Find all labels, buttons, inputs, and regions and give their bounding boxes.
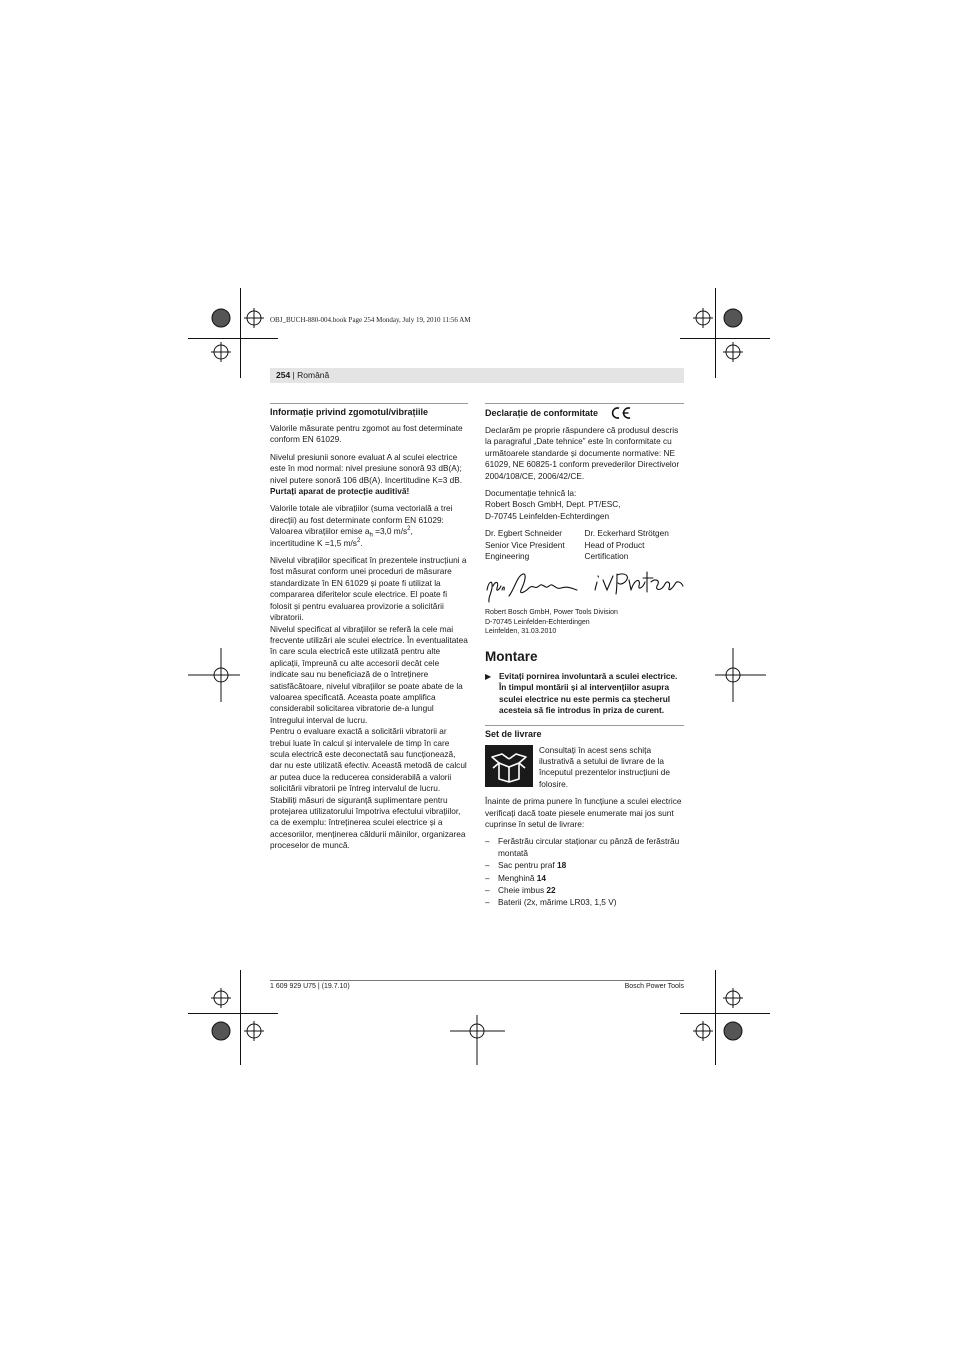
list-item: – Cheie imbus 22 [485,885,556,896]
paragraph: Nivelul vibrațiilor specificat în prezentele instrucțiuni a fost măsurat conform unei proceduri de măsurare standardizate în EN 61029 și poate fi utilizat la compararea diferitelor scule electrice. El poate fi folosit și pentru evaluarea provizorie a solicitării vibratorii. [270,555,467,623]
signatories [485,528,684,562]
declaration-text: Declarăm pe proprie răspundere că produsul descris la paragraful „Date tehnice” este în conformitate cu următoarele standarde și documente normative: NE 61029, NE 60825-1 conform prevederilor Directivelor 2004/108/CE, 2006/42/CE. [485,425,680,481]
paragraph: Înainte de prima punere în funcțiune a sculei electrice verificați dacă toate piesele enumerate mai jos sunt cuprinse în setul de livrare: [485,796,682,830]
delivery-scope-heading: Set de livrare [485,728,542,739]
print-header: OBJ_BUCH-880-004.book Page 254 Monday, July 19, 2010 11:56 AM [270,316,471,324]
hearing-protection-warning: Purtați aparat de protecție auditivă! [270,486,410,497]
list-item: – Ferăstrău circular staționar cu pânză de ferăstrău montată [485,836,680,858]
page-number: 254 [276,370,291,380]
technical-documentation: Documentație tehnică la: Robert Bosch GmbH, Dept. PT/ESC, D-70745 Leinfelden-Echterdingen [485,488,621,521]
declaration-section [485,403,684,910]
noise-vibration-section [270,403,468,852]
paragraph: Valorile măsurate pentru zgomot au fost determinate conform EN 61029. [270,423,463,445]
delivery-scope-note: Consultați în acest sens schița ilustrativă a setului de livrare de la începutul prezentelor instrucțiuni de folosire. [485,745,684,791]
paragraph: Nivelul presiunii sonore evaluat A al sculei electrice este în mod normal: nivel presiune sonoră 93 dB(A); nivel putere sonoră 106 dB(A). Incertitudine K=3 dB. [270,451,463,485]
paragraph: Valorile totale ale vibrațiilor (suma vectorială a trei direcții) au fost determinate conform EN 61029: [270,503,453,525]
signatory-strotgen: Dr. Eckerhard Strötgen Head of Product Certification [584,528,669,562]
vibration-value: Valoarea vibrațiilor emise $a_h =3,0$ $m/s^2$, incertitudine K =1,5 $m/s^2$. [270,526,413,548]
footer-brand: Bosch Power Tools [624,983,684,990]
company-info: Robert Bosch GmbH, Power Tools Division D-70745 Leinfelden-Echterdingen Leinfelden, 31.03.2010 [485,609,618,636]
paragraph: Pentru o evaluare exactă a solicitării vibratorii ar trebui luate în calcul și intervalele de timp în care scula electrică este deconectată sau funcționează, dar nu este utilizată efectiv. Această metodă de calcul ar putea duce la reducerea considerabilă a valorii solicitării vibratorii pe întreg intervalul de lucru. [270,726,467,794]
signatory-schneider: Dr. Egbert Schneider Senior Vice President Engineering [485,528,565,562]
list-item: – Baterii (2x, mărime LR03, 1,5 V) [485,897,617,908]
unplug-warning: ▶ Evitați pornirea involuntară a sculei electrice. În timpul montării și al intervențiilor asupra sculei electrice nu este permis ca ștecherul acesteia să fie introdus în priza de curent. [485,670,678,716]
package-box-icon [485,745,533,787]
list-item: – Sac pentru praf 18 [485,860,567,871]
list-item: – Menghină 14 [485,872,546,883]
header-separator: | [290,370,298,380]
paragraph: Stabiliți măsuri de siguranță suplimentare pentru protejarea utilizatorului împotriva efectului vibrațiilor, ca de exemplu: întreținerea sculei electrice și a accesoriilor, menținerea căldurii mâinilor, organizarea proceselor de muncă. [270,794,466,851]
paragraph: Nivelul specificat al vibrațiilor se referă la cele mai frecvente utilizări ale sculei electrice. În eventualitatea în care scula electrică este utilizată pentru alte aplicații, împreună cu alte accesorii decât cele indicate sau nu beneficiază de o întreținere satisfăcătoare, nivelul vibrațiilor se poate abate de la valoarea specificată. Aceasta poate amplifica considerabil solicitarea vibratorie de-a lungul întregului interval de lucru. [270,623,468,725]
section-divider [485,725,684,726]
declaration-heading: Declarație de conformitate [485,406,684,420]
ce-mark-icon [610,406,632,420]
noise-vibration-heading: Informație privind zgomotul/vibrațiile [270,407,429,417]
footer-divider [270,980,684,981]
handwritten-signatures [485,568,684,604]
footer-doc-number: 1 609 929 U75 | (19.7.10) [270,983,350,990]
header-language: Română [297,370,330,380]
bullet-arrow-icon: ▶ [485,671,492,681]
montare-heading: Montare [485,648,538,664]
page-header-bar [270,368,684,383]
delivery-items-list [485,836,684,908]
